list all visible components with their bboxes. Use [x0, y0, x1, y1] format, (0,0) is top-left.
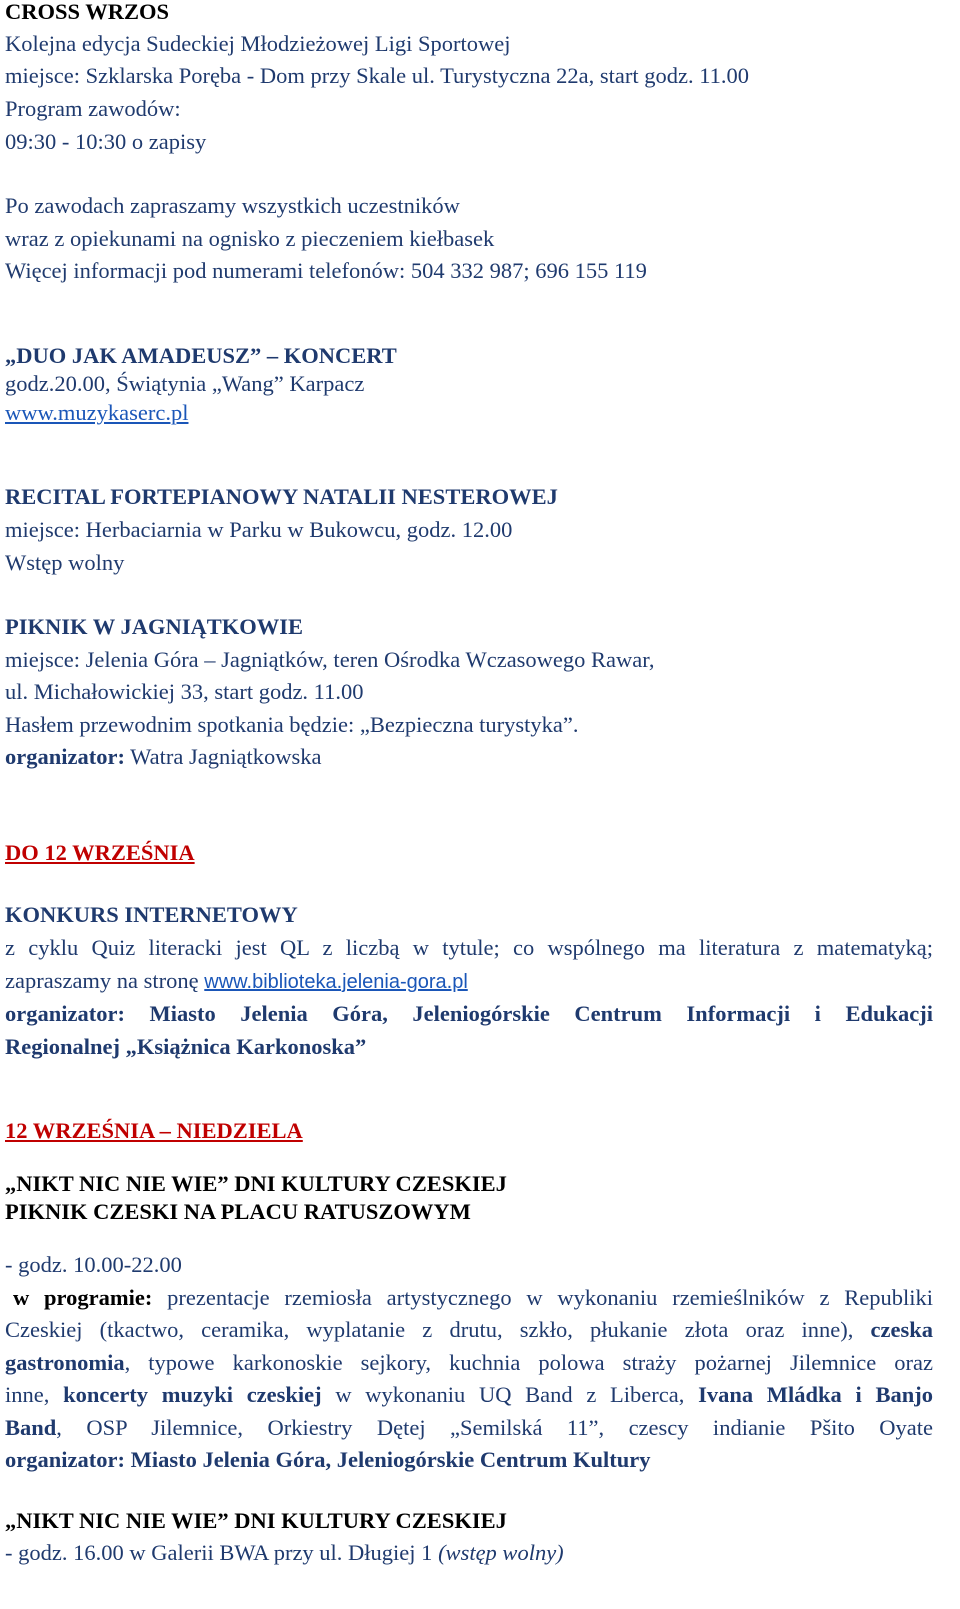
piknik-organizer-value: Watra Jagniątkowska: [124, 744, 322, 769]
cross-line-4: 09:30 - 10:30 o zapisy: [5, 129, 207, 154]
czech1-paragraph-line-3: [5, 1347, 933, 1379]
czech2-title: „NIKT NIC NIE WIE” DNI KULTURY CZESKIEJ: [5, 1508, 507, 1533]
czech1-paragraph-line-5: [5, 1412, 933, 1444]
cross-line-6: wraz z opiekunami na ognisko z pieczeniem kiełbasek: [5, 226, 495, 251]
recital-line-2: Wstęp wolny: [5, 550, 125, 575]
czech1-p4-text-a: inne,: [5, 1382, 64, 1407]
czech1-program-label: w programie:: [13, 1285, 153, 1310]
deadline-heading: DO 12 WRZEŚNIA: [5, 840, 195, 865]
czech2-line-italic: (wstęp wolny): [438, 1540, 564, 1565]
czech1-p4-bold-2: Ivana Mládka i Banjo: [698, 1382, 933, 1407]
czech1-title-2: PIKNIK CZESKI NA PLACU RATUSZOWYM: [5, 1199, 471, 1224]
piknik-organizer-label: organizator:: [5, 744, 125, 769]
duo-title: „DUO JAK AMADEUSZ” – KONCERT: [5, 343, 397, 368]
cross-line-3: Program zawodów:: [5, 96, 181, 121]
czech2-line-text: - godz. 16.00 w Galerii BWA przy ul. Długiej 1: [5, 1540, 439, 1565]
recital-title: RECITAL FORTEPIANOWY NATALII NESTEROWEJ: [5, 484, 558, 509]
czech1-organizer: organizator: Miasto Jelenia Góra, Jeleniogórskie Centrum Kultury: [5, 1447, 651, 1472]
czech1-p4-bold-1: koncerty muzyki czeskiej: [63, 1382, 322, 1407]
czech1-p2-bold: czeska: [870, 1317, 933, 1342]
czech1-p5-text: , OSP Jilemnice, Orkiestry Dętej „Semilská 11”, czescy indianie Pšito Oyate: [56, 1415, 933, 1440]
czech1-title-1: „NIKT NIC NIE WIE” DNI KULTURY CZESKIEJ: [5, 1171, 507, 1196]
czech1-paragraph-line-1: [5, 1282, 933, 1314]
cross-line-5: Po zawodach zapraszamy wszystkich uczestników: [5, 193, 460, 218]
muzykaserc-link[interactable]: www.muzykaserc.pl: [5, 400, 189, 425]
piknik-title: PIKNIK W JAGNIĄTKOWIE: [5, 614, 303, 639]
recital-line-1: miejsce: Herbaciarnia w Parku w Bukowcu, godz. 12.00: [5, 517, 513, 542]
duo-line-1: godz.20.00, Świątynia „Wang” Karpacz: [5, 371, 365, 396]
cross-line-2: miejsce: Szklarska Poręba - Dom przy Skale ul. Turystyczna 22a, start godz. 11.00: [5, 63, 750, 88]
konkurs-line-2-prefix: zapraszamy na stronę: [5, 968, 205, 993]
czech1-p2-text: Czeskiej (tkactwo, ceramika, wyplatanie z drutu, szkło, płukanie złota oraz inne),: [5, 1317, 871, 1342]
czech1-paragraph-line-4: [5, 1379, 933, 1411]
czech1-p3-text: , typowe karkonoskie sejkory, kuchnia polowa straży pożarnej Jilemnice oraz: [124, 1350, 933, 1375]
konkurs-line-2: [5, 965, 468, 997]
czech1-paragraph-line-2: [5, 1314, 933, 1346]
czech1-p3-bold: gastronomia: [5, 1350, 125, 1375]
sunday-heading: 12 WRZEŚNIA – NIEDZIELA: [5, 1118, 303, 1143]
konkurs-line-1: z cyklu Quiz literacki jest QL z liczbą w tytule; co wspólnego ma literatura z matematyką;: [5, 935, 933, 960]
cross-line-1: Kolejna edycja Sudeckiej Młodzieżowej Ligi Sportowej: [5, 31, 511, 56]
duo-link[interactable]: [5, 397, 188, 429]
piknik-organizer: [5, 741, 321, 773]
konkurs-title: KONKURS INTERNETOWY: [5, 902, 298, 927]
czech1-time: - godz. 10.00-22.00: [5, 1252, 182, 1277]
piknik-line-1: miejsce: Jelenia Góra – Jagniątków, teren Ośrodka Wczasowego Rawar,: [5, 647, 655, 672]
czech1-p4-text-b: w wykonaniu UQ Band z Liberca,: [321, 1382, 699, 1407]
cross-line-7: Więcej informacji pod numerami telefonów: 504 332 987; 696 155 119: [5, 258, 647, 283]
biblioteka-link[interactable]: www.biblioteka.jelenia-gora.pl: [204, 971, 468, 993]
cross-title: CROSS WRZOS: [5, 0, 170, 24]
piknik-line-2: ul. Michałowickiej 33, start godz. 11.00: [5, 679, 364, 704]
konkurs-organizer-line-1: organizator: Miasto Jelenia Góra, Jeleniogórskie Centrum Informacji i Edukacji: [5, 1001, 933, 1026]
czech1-p5-bold: Band: [5, 1415, 57, 1440]
czech1-program-text: prezentacje rzemiosła artystycznego w wykonaniu rzemieślników z Republiki: [152, 1285, 933, 1310]
piknik-line-3: Hasłem przewodnim spotkania będzie: „Bezpieczna turystyka”.: [5, 712, 579, 737]
konkurs-organizer-line-2: Regionalnej „Książnica Karkonoska”: [5, 1034, 367, 1059]
czech2-line: [5, 1537, 564, 1569]
